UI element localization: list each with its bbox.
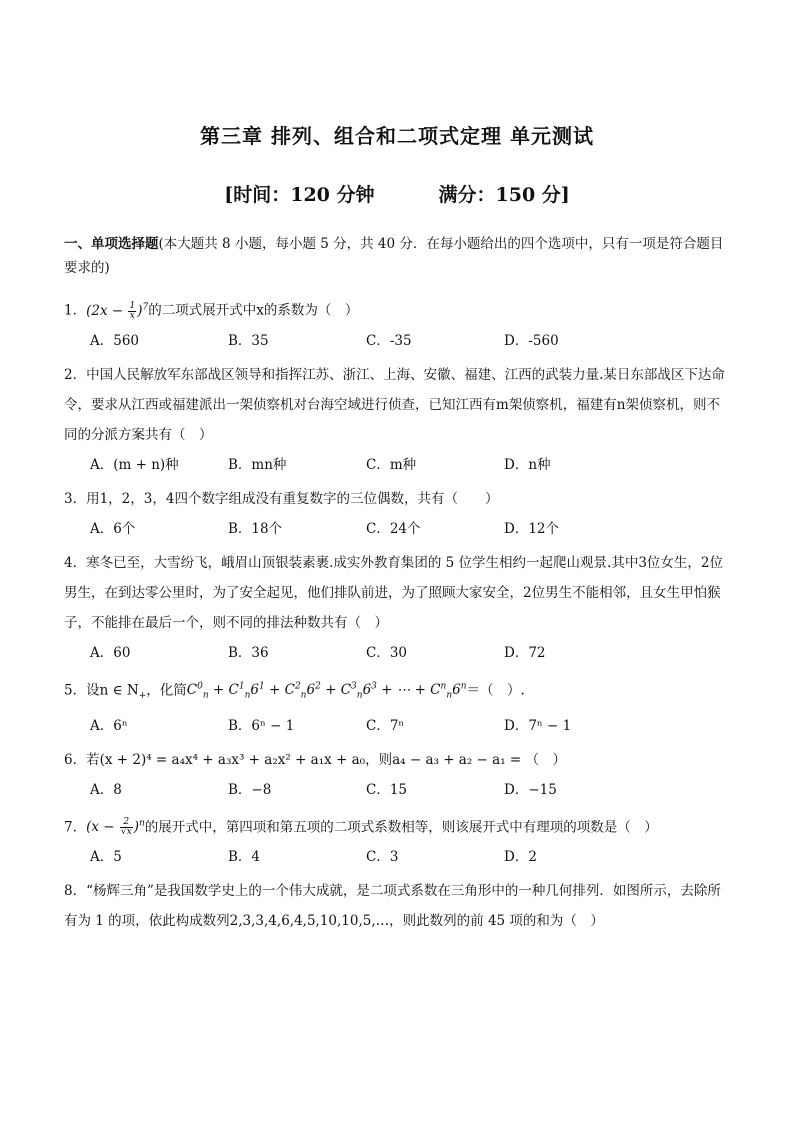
- q7-expression: (x − $\frac{2}{√x}$ )$^n$: [86, 817, 145, 838]
- question-text: 寒冬已至，大雪纷飞，峨眉山顶银装素裹.成实外教育集团的 5 位学生相约一起爬山观景.其中3位女生，2位男生，在到达零公里时，为了安全起见，他们排队前进，为了照顾大家安全，2位男生不能相邻，且女生甲怕猴子，不能排在最后一个，则不同的排法种数共有（ ）: [64, 554, 724, 631]
- options-1: [64, 326, 732, 356]
- options-2: [64, 450, 732, 480]
- question-number: 8．: [64, 883, 87, 900]
- option-d[interactable]: D．n种: [504, 456, 551, 473]
- question-text: 中国人民解放军东部战区领导和指挥江苏、浙江、上海、安徽、福建、江西的武装力量.某日东部战区下达命令，要求从江西或福建派出一架侦察机对台海空域进行侦查，已知江西有m架侦察机，福建有n架侦察机，则不同的分派方案共有（ ）: [64, 366, 725, 443]
- option-a[interactable]: A．(m + n)种: [90, 456, 179, 473]
- option-d[interactable]: D．−15: [504, 781, 557, 798]
- option-b[interactable]: B．35: [228, 332, 269, 349]
- section-heading: 一、单项选择题: [64, 236, 159, 252]
- option-a[interactable]: A．6ⁿ: [90, 717, 128, 734]
- options-7: [64, 842, 732, 872]
- option-a[interactable]: A．60: [90, 644, 131, 661]
- question-text: 的展开式中，第四项和第五项的二项式系数相等，则该展开式中有理项的项数是（ ）: [144, 819, 658, 836]
- question-5: 5．设n ∈ $N_+$，化简$C^0_n + C^1_n6^1 + C^2_n6^2 + C^3_n6^3$ + ⋯ + $C^n_n6^n=$（ ）.: [64, 681, 525, 701]
- option-a[interactable]: A．8: [90, 781, 122, 798]
- question-8: [64, 876, 732, 936]
- exam-meta: [0, 180, 794, 207]
- q5-expression: $C^0_n + C^1_n6^1 + C^2_n6^2 + C^3_n6^3$ + ⋯ + $C^n_n6^n$: [186, 681, 467, 701]
- option-d[interactable]: D．7ⁿ − 1: [504, 717, 572, 734]
- option-d[interactable]: D．12个: [504, 520, 560, 537]
- option-b[interactable]: B．18个: [228, 520, 283, 537]
- question-text: “杨辉三角”是我国数学史上的一个伟大成就，是二项式系数在三角形中的一种几何排列．如图所示，去除所有为 1 的项，依此构成数列2,3,3,4,6,4,5,10,10,5,…，则此数列的前 45 项的和为（ ）: [64, 883, 721, 930]
- question-text: ，化简: [146, 682, 187, 698]
- option-c[interactable]: C．30: [366, 644, 408, 661]
- question-list: [64, 232, 732, 936]
- option-c[interactable]: C．24个: [366, 520, 421, 537]
- question-text: ＝（ ）.: [466, 682, 525, 698]
- options-5: [64, 711, 732, 741]
- options-3: [64, 514, 732, 544]
- option-a[interactable]: A．6个: [90, 520, 136, 537]
- question-text: 设n ∈ N: [86, 682, 139, 698]
- time-label: [时间：120 分钟: [224, 184, 375, 206]
- score-label: 满分：150 分]: [438, 184, 570, 206]
- question-number: 4．: [64, 554, 87, 571]
- option-c[interactable]: C．-35: [366, 332, 412, 349]
- question-number: 7．: [64, 819, 87, 836]
- question-2: [64, 360, 732, 450]
- question-text: 若(x + 2)⁴ = a₄x⁴ + a₃x³ + a₂x² + a₁x + a₀，则a₄ − a₃ + a₂ − a₁ = （ ）: [86, 751, 567, 768]
- question-1: [64, 292, 732, 326]
- question-3: [64, 484, 732, 514]
- question-7: [64, 809, 732, 843]
- section-header: [64, 232, 732, 280]
- option-b[interactable]: B．−8: [228, 781, 272, 798]
- option-c[interactable]: C．15: [366, 781, 408, 798]
- question-6: [64, 745, 732, 775]
- options-4: [64, 638, 732, 668]
- question-number: 6．: [64, 751, 87, 768]
- question-4: [64, 548, 732, 638]
- option-b[interactable]: B．36: [228, 644, 269, 661]
- option-c[interactable]: C．7ⁿ: [366, 717, 405, 734]
- option-b[interactable]: B．6ⁿ − 1: [228, 717, 295, 734]
- question-number: 3．: [64, 490, 87, 507]
- page-title: 第三章 排列、组合和二项式定理 单元测试: [200, 124, 594, 148]
- option-b[interactable]: B．mn种: [228, 456, 287, 473]
- option-d[interactable]: D．-560: [504, 332, 559, 349]
- option-c[interactable]: C．m种: [366, 456, 417, 473]
- section-note: (本大题共 8 小题，每小题 5 分，共 40 分．在每小题给出的四个选项中，只有一项是符合题目要求的): [64, 236, 724, 276]
- option-d[interactable]: D．2: [504, 849, 537, 866]
- option-a[interactable]: A．5: [90, 849, 122, 866]
- option-c[interactable]: C．3: [366, 849, 399, 866]
- option-a[interactable]: A．560: [90, 332, 140, 349]
- question-text: 用1，2，3，4四个数字组成没有重复数字的三位偶数，共有（ ）: [86, 490, 499, 507]
- option-d[interactable]: D．72: [504, 644, 546, 661]
- question-number: 1．: [64, 302, 87, 319]
- q1-expression: (2x − $\frac{1}{x}$ )$^7$: [86, 300, 149, 321]
- question-text: 的二项式展开式中x的系数为（ ）: [148, 302, 359, 319]
- question-number: 5．: [64, 682, 87, 698]
- option-b[interactable]: B．4: [228, 849, 261, 866]
- question-number: 2．: [64, 366, 87, 383]
- options-6: [64, 775, 732, 805]
